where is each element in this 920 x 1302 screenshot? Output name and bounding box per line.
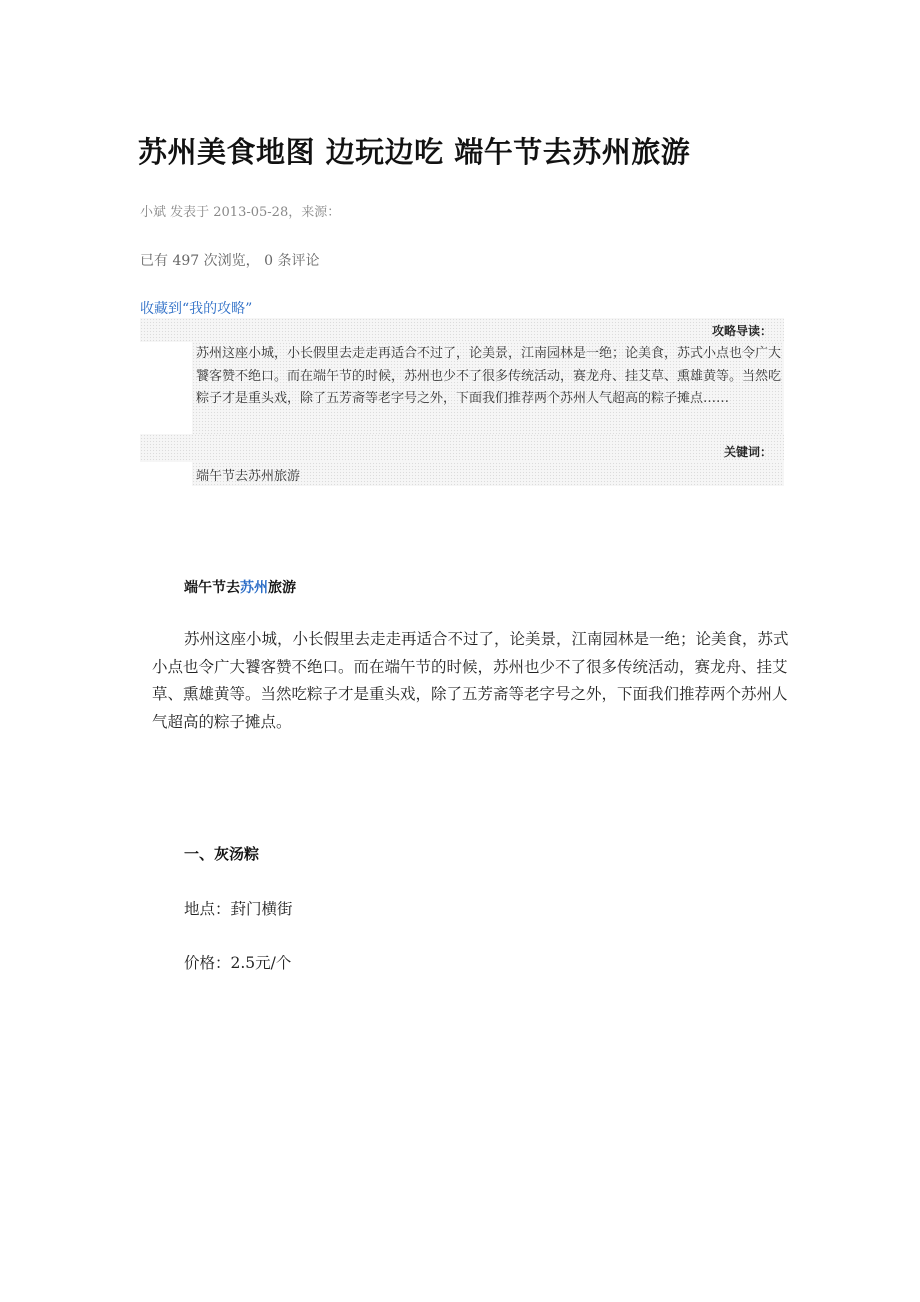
guide-keywords: 端午节去苏州旅游	[196, 469, 301, 484]
item-location: 地点：葑门横街	[184, 900, 293, 918]
guide-intro-text: 苏州这座小城，小长假里去走走再适合不过了，论美景，江南园林是一绝；论美食，苏式小点也令广大饕客赞不绝口。而在端午节的时候，苏州也少不了很多传统活动，赛龙舟、挂艾草、熏雄黄等。当然吃粽子才是重头戏，除了五芳斋等老字号之外，下面我们推荐两个苏州人气超高的粽子摊点……	[196, 346, 782, 406]
article-stats	[140, 250, 319, 270]
article-meta: 小斌 发表于 2013-05-28，来源：	[140, 205, 341, 220]
guide-band-top	[140, 318, 784, 342]
item-heading-huitang-zongzi: 一、灰汤粽	[184, 845, 260, 863]
guide-keyword-label: 关键词：	[723, 445, 772, 459]
section-heading-after: 旅游	[268, 580, 296, 596]
guide-band-keyword	[140, 434, 784, 462]
item-price: 价格：2.5元/个	[184, 954, 292, 972]
comments-suffix: 条评论	[277, 253, 320, 269]
views-prefix: 已有	[140, 253, 168, 269]
article-title: 苏州美食地图 边玩边吃 端午节去苏州旅游	[138, 135, 691, 169]
collect-to-my-guides-link[interactable]: 收藏到“我的攻略”	[140, 301, 253, 317]
comments-count: 0	[264, 253, 274, 269]
section-heading	[184, 577, 296, 597]
guide-box	[140, 318, 784, 486]
guide-intro-label: 攻略导读：	[711, 324, 772, 338]
suzhou-link[interactable]: 苏州	[240, 580, 268, 596]
section-heading-before: 端午节去	[184, 580, 240, 596]
intro-paragraph: 苏州这座小城，小长假里去走走再适合不过了，论美景，江南园林是一绝；论美食，苏式小点也令广大饕客赞不绝口。而在端午节的时候，苏州也少不了很多传统活动，赛龙舟、挂艾草、熏雄黄等。当然吃粽子才是重头戏，除了五芳斋等老字号之外，下面我们推荐两个苏州人气超高的粽子摊点。	[152, 630, 789, 731]
views-suffix: 次浏览，	[203, 253, 260, 269]
views-count: 497	[172, 253, 200, 269]
